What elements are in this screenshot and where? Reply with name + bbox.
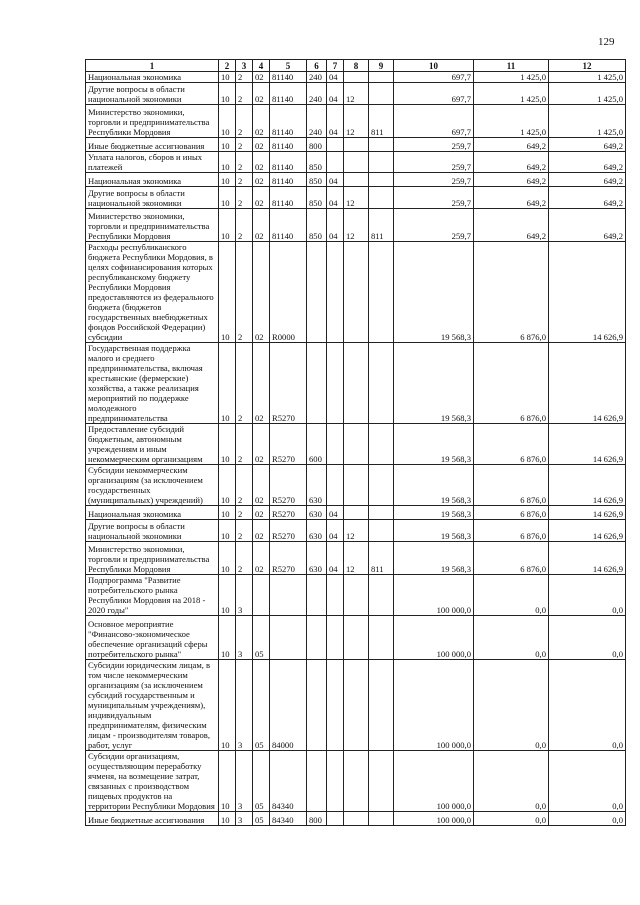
value-cell	[344, 616, 369, 660]
value-cell: 2	[236, 187, 253, 209]
value-cell: 850	[307, 187, 327, 209]
row-name-cell: Государственная поддержка малого и среднего предпринимательства, включая крестьянские (фермерские) хозяйства, а также реализация мероприятий по поддержке молодежного предпринимательства	[86, 343, 219, 424]
row-name-cell: Иные бюджетные ассигнования	[86, 812, 219, 826]
value-cell: 259,7	[394, 209, 474, 242]
table-row	[86, 152, 626, 173]
value-cell: 2	[236, 465, 253, 506]
value-cell: 6 876,0	[474, 542, 549, 575]
value-cell: 0,0	[549, 751, 626, 812]
row-name-cell: Другие вопросы в области национальной экономики	[86, 520, 219, 542]
value-cell: 81140	[270, 209, 307, 242]
value-cell: 649,2	[474, 187, 549, 209]
value-cell: 10	[219, 616, 236, 660]
row-name-cell: Расходы республиканского бюджета Республики Мордовия, в целях софинансирования которых республиканскому бюджету Республики Мордовия предоставляются из федерального бюджета (бюджетов государственных внебюджетных фондов Российской Федерации) субсидии	[86, 242, 219, 343]
value-cell: 19 568,3	[394, 506, 474, 520]
value-cell	[369, 575, 394, 616]
value-cell: 14 626,9	[549, 242, 626, 343]
value-cell: 10	[219, 83, 236, 105]
budget-table	[85, 59, 626, 826]
value-cell	[369, 424, 394, 465]
value-cell: 2	[236, 105, 253, 138]
value-cell: 05	[253, 616, 270, 660]
value-cell	[369, 242, 394, 343]
value-cell: 2	[236, 152, 253, 173]
table-row	[86, 424, 626, 465]
table-row	[86, 660, 626, 751]
value-cell	[369, 173, 394, 187]
value-cell: 84340	[270, 812, 307, 826]
value-cell: 649,2	[549, 152, 626, 173]
column-header: 12	[549, 60, 626, 72]
value-cell: 1 425,0	[474, 72, 549, 83]
value-cell: 6 876,0	[474, 343, 549, 424]
value-cell	[307, 242, 327, 343]
value-cell: 05	[253, 751, 270, 812]
value-cell: 649,2	[549, 209, 626, 242]
value-cell: 0,0	[474, 751, 549, 812]
value-cell: 850	[307, 209, 327, 242]
value-cell: 6 876,0	[474, 465, 549, 506]
value-cell: 02	[253, 173, 270, 187]
value-cell: 630	[307, 542, 327, 575]
header-row	[86, 60, 626, 72]
value-cell: R5270	[270, 424, 307, 465]
value-cell: 3	[236, 751, 253, 812]
value-cell: 6 876,0	[474, 506, 549, 520]
value-cell	[307, 343, 327, 424]
table-row	[86, 105, 626, 138]
value-cell	[369, 138, 394, 152]
value-cell: 05	[253, 660, 270, 751]
value-cell: 240	[307, 72, 327, 83]
value-cell	[369, 506, 394, 520]
column-header: 6	[307, 60, 327, 72]
row-name-cell: Субсидии юридическим лицам, в том числе некоммерческим организациям (за исключением субсидий государственным и муниципальным учреждениям), индивидуальным предпринимателям, физическим лицам - производителям товаров, работ, услуг	[86, 660, 219, 751]
value-cell: 12	[344, 542, 369, 575]
value-cell	[327, 152, 344, 173]
value-cell: 04	[327, 209, 344, 242]
row-name-cell: Предоставление субсидий бюджетным, автономным учреждениям и иным некоммерческим организациям	[86, 424, 219, 465]
value-cell: 811	[369, 209, 394, 242]
table-row	[86, 173, 626, 187]
row-name-cell: Иные бюджетные ассигнования	[86, 138, 219, 152]
table-row	[86, 465, 626, 506]
value-cell: 10	[219, 812, 236, 826]
value-cell: 12	[344, 209, 369, 242]
row-name-cell: Национальная экономика	[86, 173, 219, 187]
value-cell: 10	[219, 542, 236, 575]
value-cell: 1 425,0	[474, 105, 549, 138]
value-cell: 800	[307, 812, 327, 826]
value-cell: 10	[219, 520, 236, 542]
row-name-cell: Основное мероприятие "Финансово-экономическое обеспечение организаций сферы потребительского рынка"	[86, 616, 219, 660]
value-cell: 240	[307, 105, 327, 138]
value-cell: 10	[219, 72, 236, 83]
value-cell: 84000	[270, 660, 307, 751]
value-cell: 0,0	[474, 812, 549, 826]
table-row	[86, 616, 626, 660]
value-cell: 850	[307, 173, 327, 187]
value-cell: 81140	[270, 187, 307, 209]
value-cell: 649,2	[549, 173, 626, 187]
value-cell: 3	[236, 812, 253, 826]
value-cell: 649,2	[474, 173, 549, 187]
value-cell: 81140	[270, 173, 307, 187]
value-cell: 12	[344, 187, 369, 209]
column-header: 4	[253, 60, 270, 72]
value-cell: 0,0	[474, 616, 549, 660]
value-cell: 1 425,0	[549, 83, 626, 105]
value-cell: 10	[219, 506, 236, 520]
value-cell	[327, 343, 344, 424]
value-cell: 02	[253, 209, 270, 242]
value-cell: R5270	[270, 506, 307, 520]
value-cell: 2	[236, 209, 253, 242]
value-cell: 2	[236, 506, 253, 520]
row-name-cell: Министерство экономики, торговли и предпринимательства Республики Мордовия	[86, 542, 219, 575]
value-cell: 697,7	[394, 72, 474, 83]
value-cell: 12	[344, 520, 369, 542]
value-cell: 81140	[270, 138, 307, 152]
value-cell: 2	[236, 72, 253, 83]
table-row	[86, 242, 626, 343]
value-cell: 850	[307, 152, 327, 173]
value-cell: 10	[219, 152, 236, 173]
value-cell: 12	[344, 105, 369, 138]
value-cell	[369, 520, 394, 542]
value-cell	[327, 424, 344, 465]
value-cell	[253, 575, 270, 616]
row-name-cell: Субсидии организациям, осуществляющим переработку ячменя, на возмещение затрат, связанных с производством пищевых продуктов на территории Республики Мордовия	[86, 751, 219, 812]
value-cell: 3	[236, 660, 253, 751]
value-cell	[344, 660, 369, 751]
value-cell: 811	[369, 542, 394, 575]
value-cell: 14 626,9	[549, 424, 626, 465]
column-header: 9	[369, 60, 394, 72]
value-cell: 0,0	[549, 575, 626, 616]
value-cell: 2	[236, 542, 253, 575]
value-cell	[344, 152, 369, 173]
value-cell: 697,7	[394, 105, 474, 138]
table-body	[86, 72, 626, 826]
value-cell: 02	[253, 138, 270, 152]
value-cell	[327, 465, 344, 506]
value-cell: 02	[253, 152, 270, 173]
value-cell	[327, 751, 344, 812]
table-row	[86, 506, 626, 520]
table-row	[86, 138, 626, 152]
value-cell: 04	[327, 83, 344, 105]
value-cell	[369, 187, 394, 209]
value-cell: 04	[327, 520, 344, 542]
value-cell: 02	[253, 465, 270, 506]
value-cell: 10	[219, 138, 236, 152]
value-cell: 0,0	[474, 575, 549, 616]
value-cell: 2	[236, 343, 253, 424]
value-cell	[307, 575, 327, 616]
value-cell: 02	[253, 72, 270, 83]
value-cell: 19 568,3	[394, 242, 474, 343]
value-cell	[369, 152, 394, 173]
value-cell	[307, 660, 327, 751]
value-cell: 2	[236, 242, 253, 343]
value-cell: 10	[219, 187, 236, 209]
column-header: 10	[394, 60, 474, 72]
value-cell: 259,7	[394, 187, 474, 209]
value-cell	[344, 138, 369, 152]
value-cell: 02	[253, 424, 270, 465]
value-cell: 04	[327, 542, 344, 575]
value-cell: 100 000,0	[394, 751, 474, 812]
value-cell	[327, 575, 344, 616]
value-cell: 240	[307, 83, 327, 105]
value-cell: 04	[327, 72, 344, 83]
value-cell: 0,0	[549, 616, 626, 660]
row-name-cell: Уплата налогов, сборов и иных платежей	[86, 152, 219, 173]
value-cell: 81140	[270, 152, 307, 173]
value-cell: 10	[219, 660, 236, 751]
value-cell: 649,2	[474, 152, 549, 173]
value-cell: 0,0	[549, 660, 626, 751]
value-cell: 02	[253, 83, 270, 105]
value-cell: R5270	[270, 520, 307, 542]
value-cell: 2	[236, 138, 253, 152]
value-cell: 630	[307, 520, 327, 542]
page-number: 129	[598, 36, 615, 48]
value-cell	[270, 575, 307, 616]
value-cell: 81140	[270, 72, 307, 83]
row-name-cell: Министерство экономики, торговли и предпринимательства Республики Мордовия	[86, 105, 219, 138]
value-cell	[327, 242, 344, 343]
value-cell: 2	[236, 173, 253, 187]
value-cell: 100 000,0	[394, 616, 474, 660]
column-header: 1	[86, 60, 219, 72]
row-name-cell: Другие вопросы в области национальной экономики	[86, 187, 219, 209]
row-name-cell: Министерство экономики, торговли и предпринимательства Республики Мордовия	[86, 209, 219, 242]
value-cell	[369, 83, 394, 105]
value-cell: 02	[253, 343, 270, 424]
value-cell: R0000	[270, 242, 307, 343]
value-cell: 14 626,9	[549, 520, 626, 542]
value-cell: 6 876,0	[474, 424, 549, 465]
value-cell: 10	[219, 209, 236, 242]
value-cell: 19 568,3	[394, 520, 474, 542]
column-header: 3	[236, 60, 253, 72]
value-cell	[369, 343, 394, 424]
value-cell: 3	[236, 575, 253, 616]
value-cell: 10	[219, 105, 236, 138]
value-cell	[369, 812, 394, 826]
value-cell: 6 876,0	[474, 520, 549, 542]
value-cell: 10	[219, 575, 236, 616]
value-cell: 10	[219, 751, 236, 812]
value-cell	[344, 506, 369, 520]
value-cell: 81140	[270, 105, 307, 138]
value-cell	[307, 751, 327, 812]
value-cell: 2	[236, 424, 253, 465]
value-cell: 02	[253, 542, 270, 575]
value-cell: 100 000,0	[394, 575, 474, 616]
table-row	[86, 542, 626, 575]
value-cell: 649,2	[474, 209, 549, 242]
table-row	[86, 812, 626, 826]
value-cell: 04	[327, 506, 344, 520]
value-cell: 0,0	[474, 660, 549, 751]
value-cell	[344, 751, 369, 812]
table-row	[86, 343, 626, 424]
table-row	[86, 575, 626, 616]
column-header: 11	[474, 60, 549, 72]
value-cell: 649,2	[549, 187, 626, 209]
value-cell: 1 425,0	[549, 72, 626, 83]
value-cell: 14 626,9	[549, 465, 626, 506]
value-cell: 100 000,0	[394, 660, 474, 751]
value-cell	[344, 343, 369, 424]
value-cell: 259,7	[394, 152, 474, 173]
value-cell: 10	[219, 173, 236, 187]
value-cell: R5270	[270, 542, 307, 575]
value-cell	[327, 812, 344, 826]
value-cell: 81140	[270, 83, 307, 105]
row-name-cell: Национальная экономика	[86, 72, 219, 83]
row-name-cell: Субсидии некоммерческим организациям (за исключением государственных (муниципальных) учреждений)	[86, 465, 219, 506]
value-cell	[344, 173, 369, 187]
value-cell: 10	[219, 424, 236, 465]
value-cell: 1 425,0	[549, 105, 626, 138]
value-cell	[344, 72, 369, 83]
value-cell	[307, 616, 327, 660]
value-cell: 04	[327, 187, 344, 209]
value-cell: 04	[327, 173, 344, 187]
value-cell	[327, 660, 344, 751]
value-cell	[344, 465, 369, 506]
value-cell: 100 000,0	[394, 812, 474, 826]
value-cell	[369, 751, 394, 812]
value-cell: 02	[253, 105, 270, 138]
value-cell	[344, 242, 369, 343]
table-row	[86, 83, 626, 105]
row-name-cell: Подпрограмма "Развитие потребительского рынка Республики Мордовия на 2018 - 2020 годы"	[86, 575, 219, 616]
value-cell: 14 626,9	[549, 542, 626, 575]
value-cell: 630	[307, 465, 327, 506]
value-cell	[270, 616, 307, 660]
value-cell	[369, 616, 394, 660]
column-header: 8	[344, 60, 369, 72]
value-cell	[344, 424, 369, 465]
value-cell	[344, 812, 369, 826]
value-cell: 630	[307, 506, 327, 520]
table-row	[86, 72, 626, 83]
table-row	[86, 187, 626, 209]
value-cell: 2	[236, 83, 253, 105]
value-cell	[369, 660, 394, 751]
row-name-cell: Национальная экономика	[86, 506, 219, 520]
value-cell: 05	[253, 812, 270, 826]
value-cell	[327, 138, 344, 152]
value-cell: 259,7	[394, 173, 474, 187]
value-cell: 14 626,9	[549, 506, 626, 520]
value-cell: 697,7	[394, 83, 474, 105]
value-cell: R5270	[270, 343, 307, 424]
value-cell: 02	[253, 242, 270, 343]
value-cell: 800	[307, 138, 327, 152]
value-cell: 10	[219, 242, 236, 343]
column-header: 5	[270, 60, 307, 72]
value-cell	[369, 465, 394, 506]
row-name-cell: Другие вопросы в области национальной экономики	[86, 83, 219, 105]
value-cell: 1 425,0	[474, 83, 549, 105]
value-cell: 19 568,3	[394, 343, 474, 424]
value-cell: 10	[219, 465, 236, 506]
value-cell: R5270	[270, 465, 307, 506]
value-cell: 02	[253, 187, 270, 209]
value-cell: 12	[344, 83, 369, 105]
value-cell: 649,2	[549, 138, 626, 152]
table-row	[86, 209, 626, 242]
value-cell: 649,2	[474, 138, 549, 152]
value-cell: 259,7	[394, 138, 474, 152]
value-cell: 600	[307, 424, 327, 465]
value-cell: 19 568,3	[394, 542, 474, 575]
value-cell: 84340	[270, 751, 307, 812]
value-cell	[327, 616, 344, 660]
value-cell: 6 876,0	[474, 242, 549, 343]
value-cell	[369, 72, 394, 83]
value-cell: 19 568,3	[394, 424, 474, 465]
column-header: 7	[327, 60, 344, 72]
value-cell: 2	[236, 520, 253, 542]
table-row	[86, 520, 626, 542]
value-cell: 02	[253, 506, 270, 520]
value-cell	[344, 575, 369, 616]
value-cell: 3	[236, 616, 253, 660]
value-cell: 0,0	[549, 812, 626, 826]
value-cell: 19 568,3	[394, 465, 474, 506]
column-header: 2	[219, 60, 236, 72]
value-cell: 10	[219, 343, 236, 424]
value-cell: 811	[369, 105, 394, 138]
value-cell: 14 626,9	[549, 343, 626, 424]
table-row	[86, 751, 626, 812]
value-cell: 04	[327, 105, 344, 138]
value-cell: 02	[253, 520, 270, 542]
